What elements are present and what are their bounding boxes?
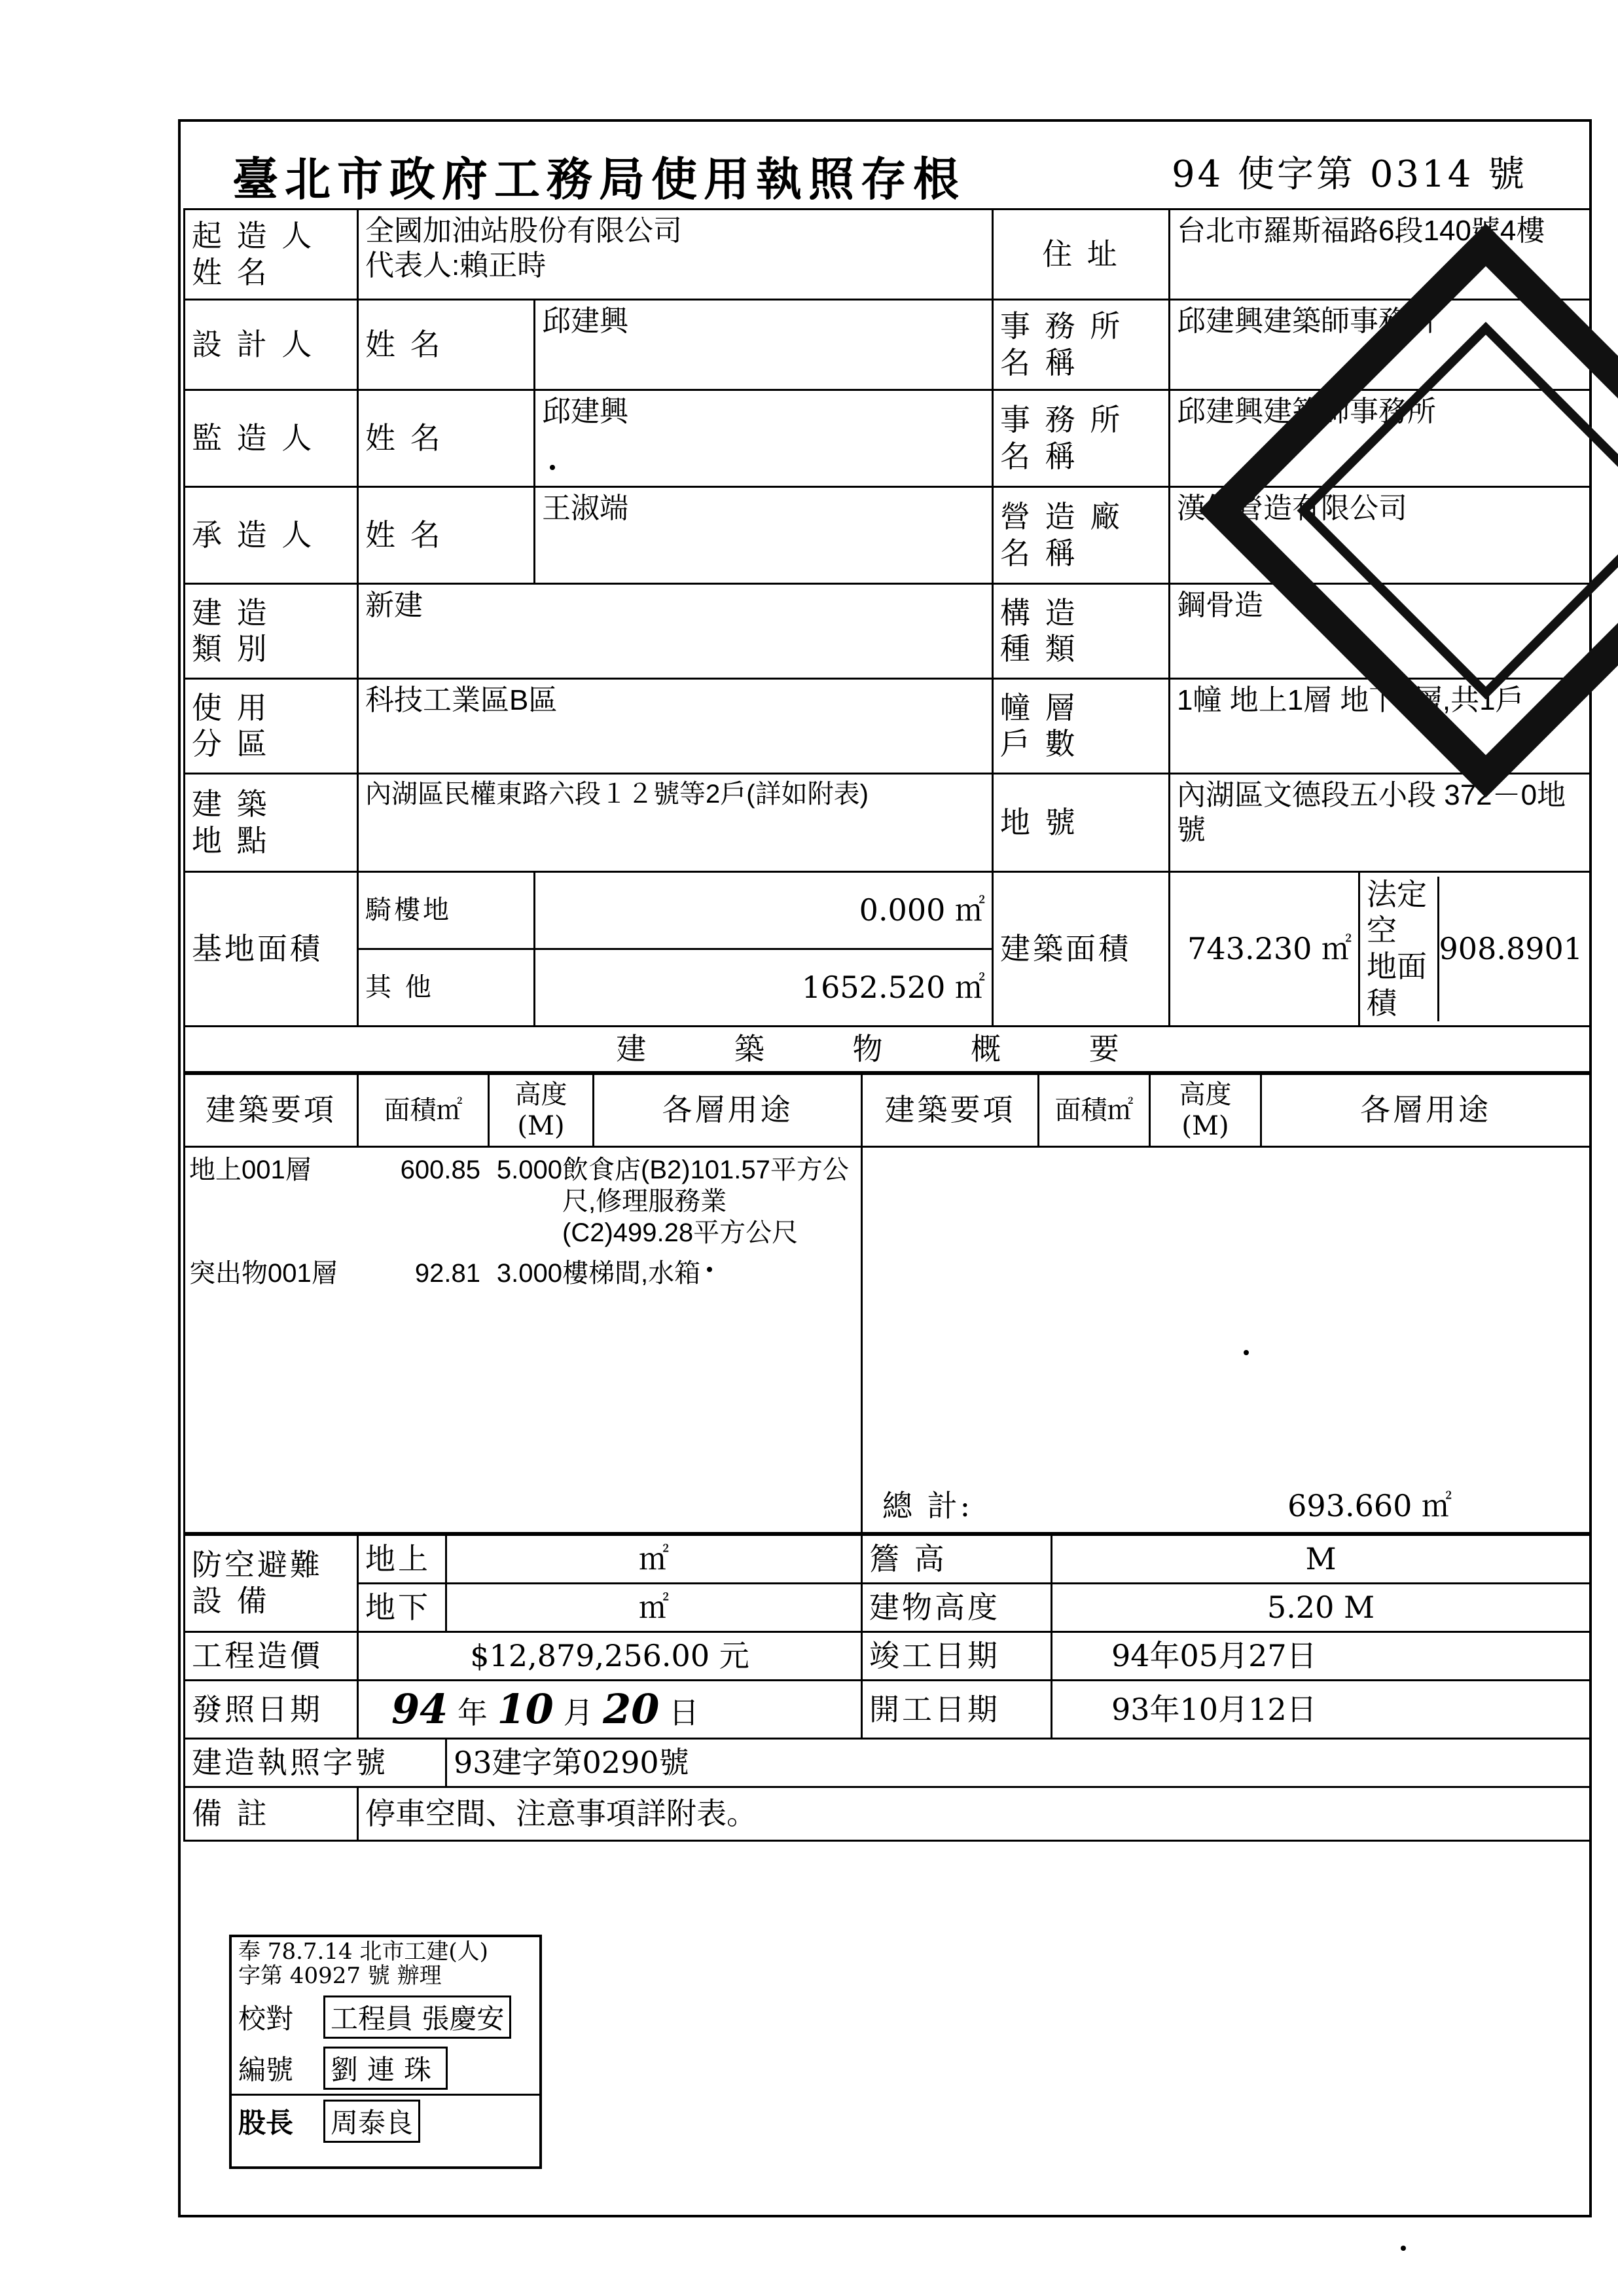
row2-height: 3.000 xyxy=(496,1258,562,1288)
row1-use: 飲食店(B2)101.57平方公尺,修理服務業(C2)499.28平方公尺 xyxy=(562,1155,849,1247)
scan-speck xyxy=(1401,2246,1406,2251)
open-space-cell xyxy=(1359,872,1591,1027)
address-label: 住 址 xyxy=(993,210,1170,300)
start-date-label: 開工日期 xyxy=(862,1680,1052,1738)
units-value: 1幢 地上1層 地下0層,共1戶 xyxy=(1170,679,1591,774)
permit-ref-label: 建造執照字號 xyxy=(185,1739,446,1787)
col-item-left: 建築要項 xyxy=(185,1074,358,1146)
stamp-chief-row: 股長 周泰良 xyxy=(232,2094,539,2147)
shelter-label: 防空避難 設 備 xyxy=(185,1535,358,1631)
remarks-value: 停車空間、注意事項詳附表。 xyxy=(358,1787,1591,1841)
supervisor-office-label: 事 務 所 名 稱 xyxy=(993,390,1170,487)
building-area-label: 建築面積 xyxy=(993,872,1170,1027)
shelter-below-label: 地下 xyxy=(358,1583,446,1631)
issue-date-value: 94 年 10 月 20 日 xyxy=(358,1680,862,1738)
scan-speck xyxy=(707,1267,712,1272)
summary-rows xyxy=(189,1154,857,1289)
building-height-label: 建物高度 xyxy=(862,1583,1052,1631)
owner-address: 台北市羅斯福路6段140號4樓 xyxy=(1170,210,1591,300)
open-space-label: 法定空 地面積 xyxy=(1367,877,1439,1021)
structure-value: 鋼骨造 xyxy=(1170,584,1591,679)
open-space-value: 908.8901 xyxy=(1439,930,1583,966)
row1-height: 5.000 xyxy=(496,1155,562,1184)
contractor-label: 承 造 人 xyxy=(185,487,358,584)
supervisor-name-label: 姓 名 xyxy=(358,390,535,487)
contractor-firm: 漢銓營造有限公司 xyxy=(1170,487,1591,584)
scan-speck xyxy=(550,465,555,470)
supervisor-label: 監 造 人 xyxy=(185,390,358,487)
zoning-label: 使 用 分 區 xyxy=(185,679,358,774)
row2-item: 突出物001層 xyxy=(189,1258,338,1288)
site-area-label: 基地面積 xyxy=(185,872,358,1027)
building-area-value: 743.230 ㎡ xyxy=(1170,872,1359,1027)
build-type-label: 建 造 類 別 xyxy=(185,584,358,679)
stamp-check-row: 校對 工程員 張慶安 xyxy=(232,1992,539,2043)
designer-name: 邱建興 xyxy=(535,300,993,390)
build-type-value: 新建 xyxy=(358,584,993,679)
row1-area: 600.85 xyxy=(400,1155,480,1184)
arcade-value: 0.000 ㎡ xyxy=(535,872,993,949)
corner-seal-inner xyxy=(1297,322,1618,700)
owner-label: 起 造 人 姓 名 xyxy=(185,210,358,300)
eave-label: 簷 高 xyxy=(862,1535,1052,1583)
structure-label: 構 造 種 類 xyxy=(993,584,1170,679)
completion-value: 94年05月27日 xyxy=(1052,1631,1591,1680)
building-height-value: 5.20 M xyxy=(1052,1583,1591,1631)
col-use-right: 各層用途 xyxy=(1261,1074,1591,1146)
chief-signature: 周泰良 xyxy=(323,2100,420,2143)
designer-office: 邱建興建築師事務所 xyxy=(1170,300,1591,390)
col-area-left: 面積㎡ xyxy=(358,1074,489,1146)
col-item-right: 建築要項 xyxy=(862,1074,1039,1146)
summary-left-panel xyxy=(185,1146,862,1533)
contractor-name: 王淑端 xyxy=(535,487,993,584)
lot-value: 內湖區文德段五小段 372－0地號 xyxy=(1170,774,1591,872)
permit-number: 94 使字第 0314 號 xyxy=(1172,153,1528,196)
row2-use: 樓梯間,水箱 xyxy=(562,1258,701,1288)
col-use-left: 各層用途 xyxy=(594,1074,862,1146)
approval-stamp xyxy=(229,1935,542,2169)
zoning-value: 科技工業區B區 xyxy=(358,679,993,774)
designer-name-label: 姓 名 xyxy=(358,300,535,390)
owner-name: 全國加油站股份有限公司 代表人:賴正時 xyxy=(358,210,993,300)
designer-label: 設 計 人 xyxy=(185,300,358,390)
location-label: 建 築 地 點 xyxy=(185,774,358,872)
permit-ref-value: 93建字第0290號 xyxy=(446,1739,1591,1787)
start-date-value: 93年10月12日 xyxy=(1052,1680,1591,1738)
scan-speck xyxy=(1244,1350,1249,1355)
row1-item: 地上001層 xyxy=(189,1155,312,1184)
col-height-left: 高度(M) xyxy=(489,1074,594,1146)
location-value: 內湖區民權東路六段１２號等2戶(詳如附表) xyxy=(358,774,993,872)
contractor-name-label: 姓 名 xyxy=(358,487,535,584)
completion-label: 竣工日期 xyxy=(862,1631,1052,1680)
shelter-below-unit: ㎡ xyxy=(446,1583,862,1631)
shelter-above-label: 地上 xyxy=(358,1535,446,1583)
contractor-firm-label: 營 造 廠 名 稱 xyxy=(993,487,1170,584)
summary-total: 總 計: 693.660 ㎡ xyxy=(882,1487,1452,1523)
designer-office-label: 事 務 所 名 稱 xyxy=(993,300,1170,390)
shelter-above-unit: ㎡ xyxy=(446,1535,862,1583)
issue-date-label: 發照日期 xyxy=(185,1680,358,1738)
cost-label: 工程造價 xyxy=(185,1631,358,1680)
col-area-right: 面積㎡ xyxy=(1039,1074,1150,1146)
summary-heading: 建 築 物 概 要 xyxy=(185,1026,1591,1072)
supervisor-name: 邱建興 xyxy=(535,390,993,487)
eave-value: M xyxy=(1052,1535,1591,1583)
stamp-number-row: 編號 劉連珠 xyxy=(232,2043,539,2094)
lot-label: 地 號 xyxy=(993,774,1170,872)
cost-value: $12,879,256.00 元 xyxy=(358,1631,862,1680)
page-title: 臺北市政府工務局使用執照存根 xyxy=(232,152,965,206)
other-value: 1652.520 ㎡ xyxy=(535,949,993,1026)
units-label: 幢 層 戶 數 xyxy=(993,679,1170,774)
check-signature: 工程員 張慶安 xyxy=(323,1995,511,2039)
other-label: 其 他 xyxy=(358,949,535,1026)
col-height-right: 高度(M) xyxy=(1150,1074,1261,1146)
supervisor-office: 邱建興建築師事務所 xyxy=(1170,390,1591,487)
number-signature: 劉連珠 xyxy=(323,2047,448,2090)
remarks-label: 備 註 xyxy=(185,1787,358,1841)
stamp-header: 奉 78.7.14 北市工建(人) 字第 40927 號 辦理 xyxy=(238,1939,488,1990)
row2-area: 92.81 xyxy=(414,1258,480,1288)
summary-right-panel xyxy=(862,1146,1591,1533)
arcade-label: 騎樓地 xyxy=(358,872,535,949)
